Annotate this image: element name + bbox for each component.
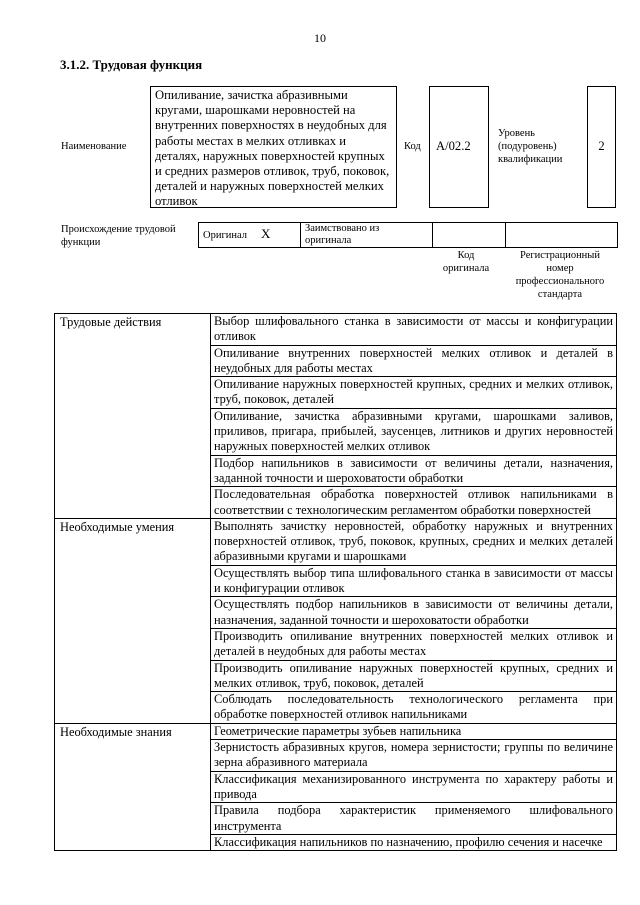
level-box	[587, 86, 616, 208]
origin-table	[198, 222, 618, 248]
section-item: Производить опиливание внутренних поверхностей мелких отливок и деталей в неудобных для работы местах	[211, 628, 617, 660]
original-label: Оригинал	[203, 230, 247, 241]
table-row	[55, 314, 617, 346]
section-header: Необходимые умения	[55, 518, 211, 723]
code-label: Код	[404, 141, 421, 152]
section-item: Выбор шлифовального станка в зависимости от массы и конфигурации отливок	[211, 314, 617, 346]
section-item: Производить опиливание наружных поверхностей крупных, средних и мелких отливок, труб, поковок, деталей	[211, 660, 617, 692]
code-value: А/02.2	[436, 139, 471, 153]
level-label: Уровень (подуровень) квалификации	[498, 128, 563, 165]
code-box	[429, 86, 489, 208]
section-item: Последовательная обработка поверхностей отливок напильниками в соответствии с технологическим регламентом обработки поверхностей	[211, 487, 617, 519]
original-code-caption: Код оригинала	[442, 250, 490, 274]
section-header: Трудовые действия	[55, 314, 211, 519]
section-item: Классификация напильников по назначению, профилю сечения и насечке	[211, 834, 617, 850]
section-item: Геометрические параметры зубьев напильника	[211, 723, 617, 739]
borrowed-label: Заимствовано из оригинала	[305, 223, 380, 246]
section-item: Правила подбора характеристик применяемого шлифовального инструмента	[211, 803, 617, 835]
borrowed-cell	[301, 223, 433, 248]
function-name-value: Опиливание, зачистка абразивными кругами, шарошками неровностей на внутренних поверхностях в неудобных для работы местах в мелких отливках и деталях, наружных поверхностей крупных и средних размеров отливок, труб, поковок, деталей и наружных поверхностей мелких отливок	[155, 88, 390, 209]
original-mark: X	[261, 226, 271, 241]
section-item: Подбор напильников в зависимости от величины детали, назначения, заданной точности и шероховатости обработки	[211, 455, 617, 487]
section-title: 3.1.2. Трудовая функция	[60, 57, 203, 72]
table-row	[55, 518, 617, 565]
section-item: Осуществлять подбор напильников в зависимости от величины детали, назначения, заданной точности и шероховатости обработки	[211, 597, 617, 629]
reg-number-caption: Регистрационный номер профессионального стандарта	[515, 250, 605, 300]
original-cell	[199, 223, 301, 248]
function-name-box	[150, 86, 397, 208]
origin-label: Происхождение трудовой функции	[61, 224, 176, 248]
section-item: Опиливание наружных поверхностей крупных, средних и мелких отливок, труб, поковок, деталей	[211, 377, 617, 409]
table-row	[55, 723, 617, 739]
level-value: 2	[598, 139, 605, 153]
section-item: Соблюдать последовательность технологического регламента при обработке поверхностей отливок напильниками	[211, 692, 617, 724]
section-item: Классификация механизированного инструмента по характеру работы и привода	[211, 771, 617, 803]
function-details-table	[54, 313, 617, 851]
original-code-cell	[433, 223, 506, 248]
name-label: Наименование	[61, 141, 127, 152]
section-item: Осуществлять выбор типа шлифовального станка в зависимости от массы и конфигурации отливок	[211, 565, 617, 597]
reg-number-cell	[506, 223, 618, 248]
page-number: 10	[314, 31, 326, 45]
section-header: Необходимые знания	[55, 723, 211, 850]
section-item: Опиливание внутренних поверхностей мелких отливок и деталей в неудобных для работы местах	[211, 345, 617, 377]
section-item: Выполнять зачистку неровностей, обработку наружных и внутренних поверхностей отливок, труб, поковок, крупных, средних и мелких деталей абразивными кругами и шарошками	[211, 518, 617, 565]
section-item: Зернистость абразивных кругов, номера зернистости; группы по величине зерна абразивного материала	[211, 740, 617, 772]
section-item: Опиливание, зачистка абразивными кругами, шарошками заливов, приливов, пригара, прибылей, заусенцев, литников и других неровностей наружных поверхностей мелких отливок	[211, 408, 617, 455]
